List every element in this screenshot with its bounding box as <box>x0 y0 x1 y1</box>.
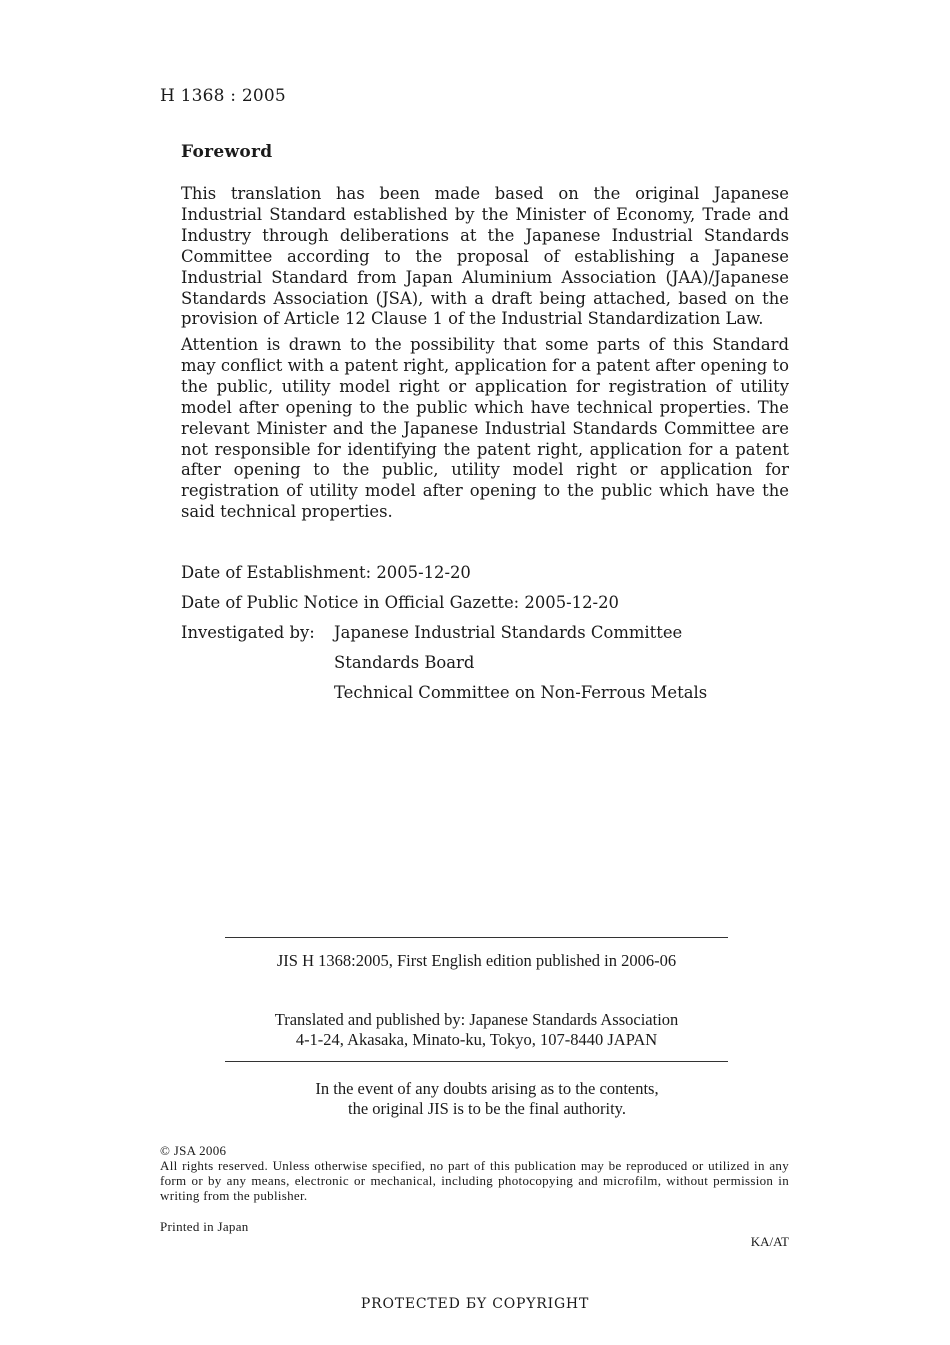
investigated-by <box>181 618 708 702</box>
public-notice-date: Date of Public Notice in Official Gazette: 2005-12-20 <box>181 593 619 612</box>
initials: KA/AT <box>750 1234 789 1249</box>
investigator-item: Standards Board <box>334 653 475 672</box>
divider <box>225 1061 728 1062</box>
authority-notice <box>225 1079 749 1119</box>
rights-statement: All rights reserved. Unless otherwise specified, no part of this publication may be reproduced or utilized in any form or by any means, electronic or mechanical, including photocopying and microfilm, without permission in writing from the publisher. <box>160 1158 789 1203</box>
foreword-title: Foreword <box>181 142 273 162</box>
publisher-name: Translated and published by: Japanese Standards Association <box>274 1010 679 1029</box>
printed-in: Printed in Japan <box>160 1219 249 1234</box>
document-code: H 1368 : 2005 <box>160 86 286 106</box>
investigated-by-label: Investigated by: <box>181 623 315 642</box>
foreword-paragraph: Attention is drawn to the possibility that some parts of this Standard may conflict with a patent right, application for a patent after opening to the public, utility model right or application for registration of utility model after opening to the public which have technical properties. The relevant Minister and the Japanese Industrial Standards Committee are not responsible for identifying the patent right, application for a patent after opening to the public, utility model right or application for registration of utility model after opening to the public which have the said technical properties. <box>181 335 789 522</box>
investigator-item: Technical Committee on Non-Ferrous Metals <box>334 683 708 702</box>
divider <box>225 937 728 938</box>
foreword-paragraph: This translation has been made based on the original Japanese Industrial Standard established by the Minister of Economy, Trade and Industry through deliberations at the Japanese Industrial Standards Committee according to the proposal of establishing a Japanese Industrial Standard from Japan Aluminium Association (JAA)/Japanese Standards Association (JSA), with a draft being attached, based on the provision of Article 12 Clause 1 of the Industrial Standardization Law. <box>181 184 789 329</box>
copyright-notice: © JSA 2006 <box>160 1143 227 1158</box>
edition-info: JIS H 1368:2005, First English edition published in 2006-06 <box>276 951 677 970</box>
publisher-info <box>225 1010 728 1050</box>
protected-by-copyright: PROTECTED БY COPYRIGHT <box>360 1296 590 1312</box>
investigator-item: Japanese Industrial Standards Committee <box>334 623 683 642</box>
authority-line: In the event of any doubts arising as to the contents, <box>315 1079 659 1098</box>
authority-line: the original JIS is to be the final authority. <box>347 1099 626 1118</box>
investigator-list <box>334 618 707 708</box>
publisher-address: 4-1-24, Akasaka, Minato-ku, Tokyo, 107-8440 JAPAN <box>295 1030 658 1049</box>
establishment-date: Date of Establishment: 2005-12-20 <box>181 563 471 582</box>
